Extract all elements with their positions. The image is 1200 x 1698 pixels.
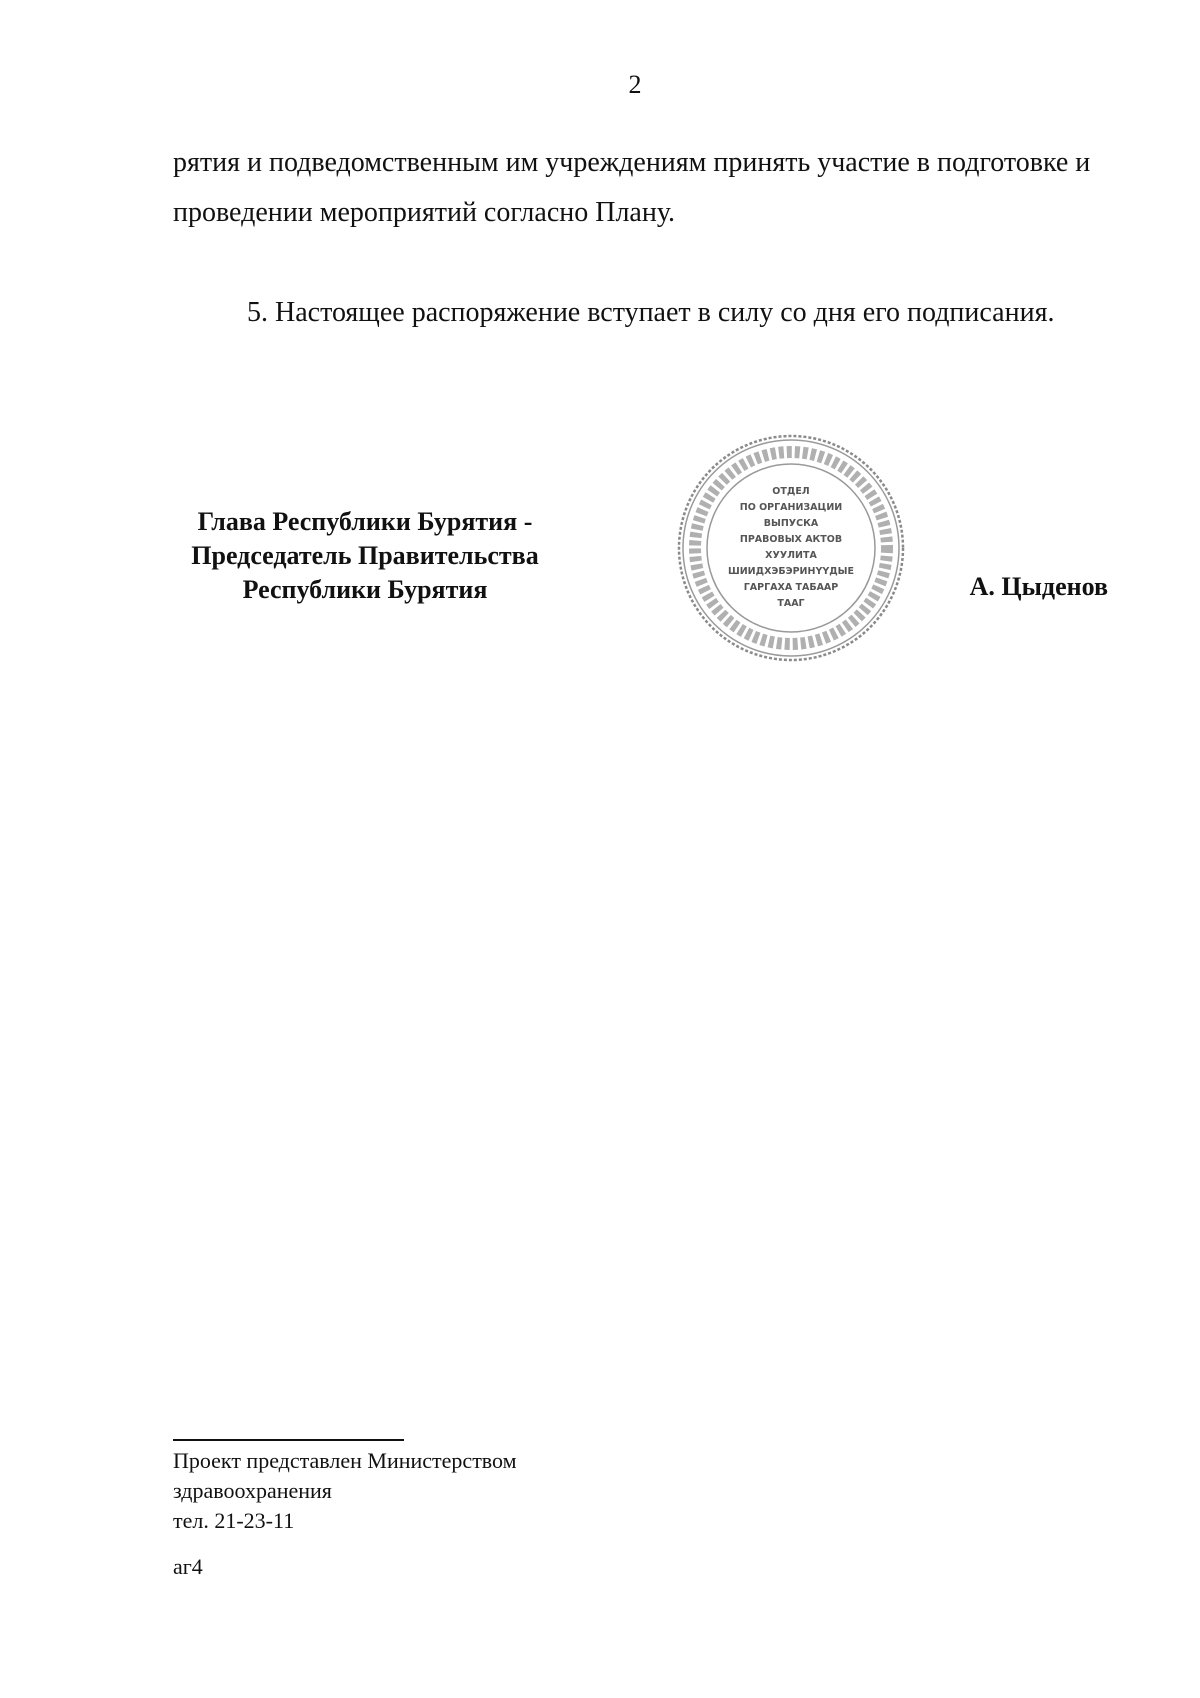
signatory-title-line-1: Глава Республики Бурятия -: [197, 507, 533, 536]
seal-text-5: ХУУЛИТА: [765, 550, 817, 561]
page-number: 2: [628, 70, 642, 99]
seal-text-3: ВЫПУСКА: [763, 518, 819, 529]
paragraph-5: 5. Настоящее распоряжение вступает в силу со дня его подписания.: [247, 297, 1055, 328]
seal-text-2: ПО ОРГАНИЗАЦИИ: [739, 502, 843, 513]
footnote-line-1: Проект представлен Министерством: [173, 1448, 517, 1473]
seal-text-1: ОТДЕЛ: [772, 486, 810, 497]
footnote: [173, 1446, 517, 1536]
paragraph-continuation: рятия и подведомственным им учреждениям принять участие в подготовке и проведении мероприятий согласно Плану.: [173, 147, 1091, 228]
official-seal-stamp: [675, 432, 907, 664]
seal-text-7: ГАРГАХА ТАБААР: [743, 582, 839, 593]
footnote-line-3: тел. 21-23-11: [173, 1508, 295, 1533]
footnote-divider: [173, 1439, 404, 1441]
signatory-title: [170, 505, 560, 607]
signatory-title-line-3: Республики Бурятия: [242, 575, 488, 604]
footnote-line-2: здравоохранения: [173, 1478, 332, 1503]
signatory-title-line-2: Председатель Правительства: [191, 541, 539, 570]
seal-text-6: ШИИДХЭБЭРИНҮҮДЫЕ: [727, 566, 855, 577]
signatory-name: А. Цыденов: [969, 572, 1108, 601]
seal-text-8: ТААГ: [777, 598, 805, 609]
document-code: аг4: [173, 1554, 203, 1579]
seal-text-4: ПРАВОВЫХ АКТОВ: [739, 534, 843, 545]
